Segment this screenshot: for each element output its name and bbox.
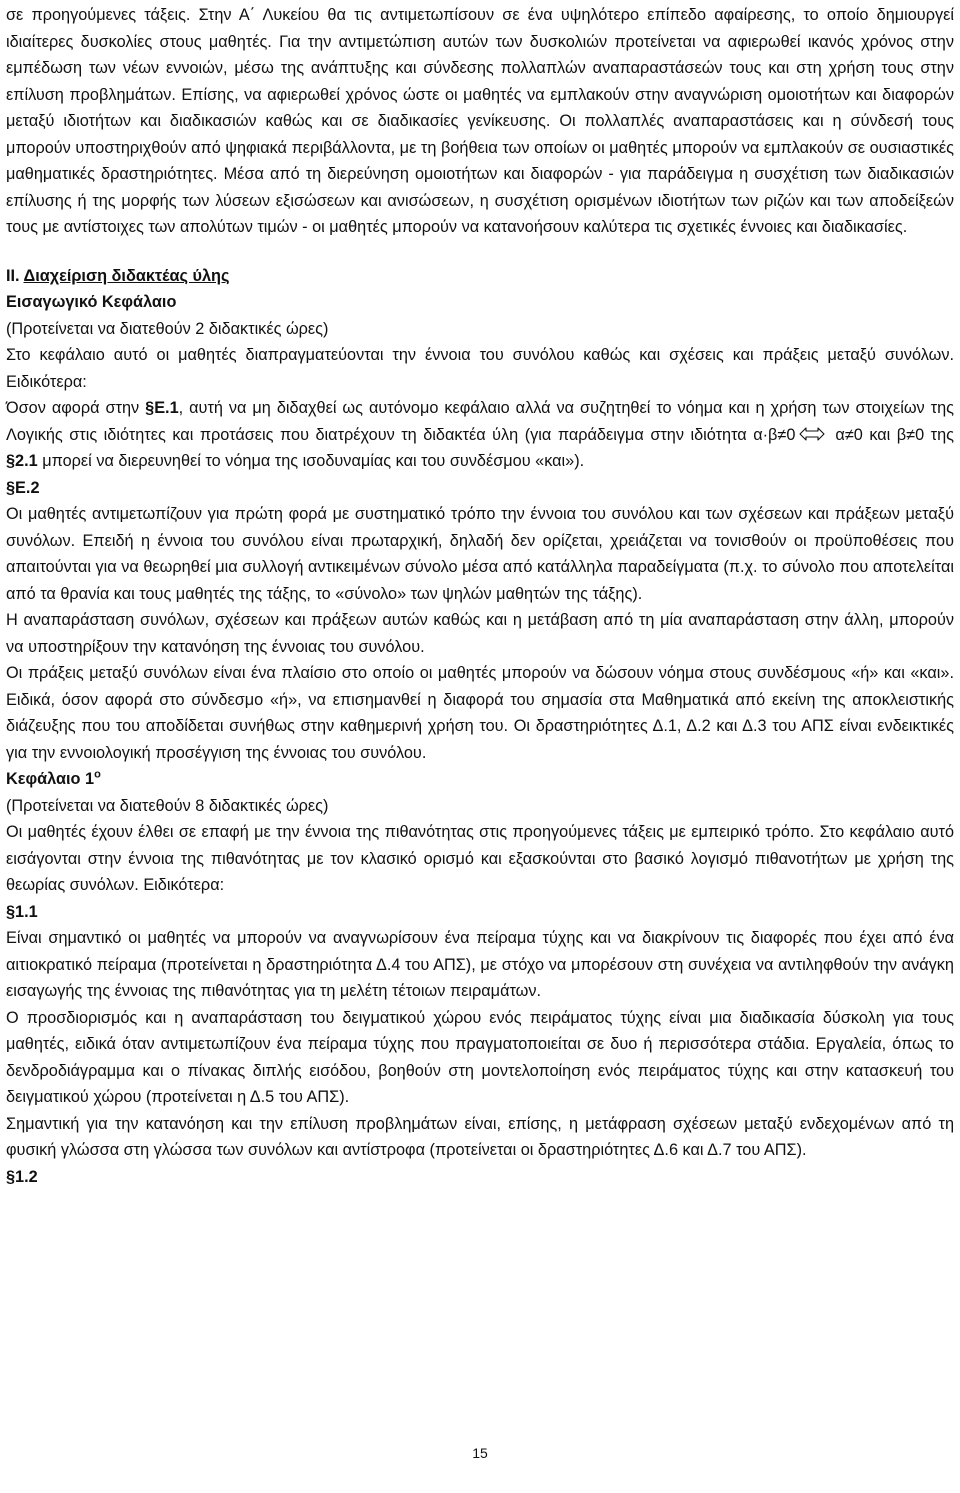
subsection-heading-1-2: §1.2	[6, 1167, 38, 1186]
chapter-1-paragraph-3: Ο προσδιορισμός και η αναπαράσταση του δειγματικού χώρου ενός πειράματος τύχης είναι μια διαδικασία δύσκολη για τους μαθητές, ειδικά όταν αντιμετωπίζουν ένα πείραμα τύχης που πραγματοποιείται σε δυο ή περισσότερα στάδια. Εργαλεία, όπως το δενδροδιάγραμμα και ο πίνακας διπλής εισόδου, βοηθούν στη μοντελοποίηση ενός πειράματος τύχης και στην κατασκευή του δειγματικού χώρου (προτείνεται η Δ.5 του ΑΠΣ).	[6, 1008, 954, 1106]
text-span: , αυτή να μη διδαχθεί ως αυτόνομο κεφάλαιο αλλά να συζητηθεί το νόημα και η χρήση των στοιχείων της Λογικής στις ιδιότητες και προτάσεις που διατρέχουν τη διδακτέα ύλη (για παράδειγμα στην ιδιότητα α·β≠0	[6, 399, 954, 444]
section-ref-2-1: §2.1	[6, 452, 38, 470]
chapter-1-paragraph-2: Είναι σημαντικό οι μαθητές να μπορούν να αναγνωρίσουν ένα πείραμα τύχης και να διακρίνουν τις διαφορές που έχει από ένα αιτιοκρατικό πείραμα (προτείνεται η δραστηριότητα Δ.4 του ΑΠΣ), με στόχο να μπορέσουν στη συνέχεια να αντιληφθούν την ανάγκη εισαγωγής της έννοιας της πιθανότητας για τη μελέτη τέτοιων πειραμάτων.	[6, 929, 954, 1000]
subsection-heading-e2: §Ε.2	[6, 478, 40, 497]
intro-chapter-paragraph-2	[6, 395, 954, 475]
chapter-1-title-text: Κεφάλαιο 1	[6, 770, 95, 788]
chapter-1-hours: (Προτείνεται να διατεθούν 8 διδακτικές ώρες)	[6, 796, 329, 815]
equivalence-arrow-icon	[799, 426, 825, 442]
intro-chapter-paragraph-3: Οι μαθητές αντιμετωπίζουν για πρώτη φορά με συστηματικό τρόπο την έννοια του συνόλου και των σχέσεων και πράξεων μεταξύ συνόλων. Επειδή η έννοια του συνόλου είναι πρωταρχική, δηλαδή δεν ορίζεται, χρειάζεται να τονισθούν οι προϋποθέσεις που απαιτούνται για να θεωρηθεί μια συλλογή αντικειμένων σύνολο μέσα από κατάλληλα παραδείγματα (π.χ. το σύνολο που αποτελείται από τα θρανία και τους μαθητές της τάξης, το «σύνολο» των ψηλών μαθητών της τάξης).	[6, 505, 954, 603]
section-ref-e1: §Ε.1	[145, 399, 179, 417]
intro-chapter-title: Εισαγωγικό Κεφάλαιο	[6, 293, 177, 311]
section-heading	[6, 263, 954, 290]
section-title: Διαχείριση διδακτέας ύλης	[23, 266, 230, 285]
intro-chapter-paragraph-4: Η αναπαράσταση συνόλων, σχέσεων και πράξεων αυτών καθώς και η μετάβαση από τη μία αναπαράσταση στην άλλη, μπορούν να υποστηρίξουν την κατανόηση της έννοιας του συνόλου.	[6, 611, 954, 656]
section-numeral: ΙΙ.	[6, 266, 20, 285]
intro-paragraph: σε προηγούμενες τάξεις. Στην Α΄ Λυκείου θα τις αντιμετωπίσουν σε ένα υψηλότερο επίπεδο αφαίρεσης, το οποίο δημιουργεί ιδιαίτερες δυσκολίες στους μαθητές. Για την αντιμετώπιση αυτών των δυσκολιών προτείνεται να αφιερωθεί ικανός χρόνος στην εμπέδωση των νέων εννοιών, μέσω της ανάπτυξης και σύνδεσης πολλαπλών αναπαραστάσεών τους και στη χρήση τους στην επίλυση προβλημάτων. Επίσης, να αφιερωθεί χρόνος ώστε οι μαθητές να εμπλακούν στην αναγνώριση ομοιοτήτων και διαφορών μεταξύ ιδιοτήτων και διαδικασιών καθώς και σε διαδικασίες γενίκευσης. Οι πολλαπλές αναπαραστάσεις και η σύνδεσή τους μπορούν υποστηριχθούν από ψηφιακά περιβάλλοντα, με τη βοήθεια των οποίων οι μαθητές μπορούν να εμπλακούν σε ουσιαστικές μαθηματικές δραστηριότητες. Μέσα από τη διερεύνηση ομοιοτήτων και διαφορών - για παράδειγμα η συσχέτιση των διαδικασιών επίλυσης ή της μορφής των λύσεων εξισώσεων και ανισώσεων, η συσχέτιση ορισμένων ιδιοτήτων των ριζών και των αποδείξεών τους με αντίστοιχες των απολύτων τιμών - οι μαθητές μπορούν να κατανοήσουν καλύτερα τις σχετικές έννοιες και διαδικασίες.	[6, 6, 954, 236]
chapter-1-paragraph-1: Οι μαθητές έχουν έλθει σε επαφή με την έννοια της πιθανότητας στις προηγούμενες τάξεις με εμπειρικό τρόπο. Στο κεφάλαιο αυτό εισάγονται στην έννοια της πιθανότητας με τον κλασικό ορισμό και εξασκούνται στο βασικό λογισμό πιθανοτήτων με χρήση της θεωρίας συνόλων. Ειδικότερα:	[6, 823, 954, 894]
spacer	[6, 241, 954, 263]
chapter-1-title	[6, 766, 954, 793]
text-span: μπορεί να διερευνηθεί το νόημα της ισοδυναμίας και του συνδέσμου «και»).	[37, 452, 585, 470]
subsection-heading-1-1: §1.1	[6, 902, 38, 921]
intro-chapter-paragraph-5: Οι πράξεις μεταξύ συνόλων είναι ένα πλαίσιο στο οποίο οι μαθητές μπορούν να δώσουν νόημα στους συνδέσμους «ή» και «και». Ειδικά, όσον αφορά στο σύνδεσμο «ή», να επισημανθεί η διαφορά του σημασία στα Μαθηματικά από εκείνη της αποκλειστικής διάζευξης που του αποδίδεται συνήθως στην καθημερινή χρήση του. Οι δραστηριότητες Δ.1, Δ.2 και Δ.3 του ΑΠΣ είναι ενδεικτικές για την εννοιολογική προσέγγιση της έννοιας του συνόλου.	[6, 664, 954, 762]
intro-chapter-paragraph-1: Στο κεφάλαιο αυτό οι μαθητές διαπραγματεύονται την έννοια του συνόλου καθώς και σχέσεις και πράξεις μεταξύ συνόλων. Ειδικότερα:	[6, 346, 954, 391]
intro-chapter-hours: (Προτείνεται να διατεθούν 2 διδακτικές ώρες)	[6, 319, 329, 338]
text-span: Όσον αφορά στην	[6, 399, 146, 417]
page-number: 15	[472, 1445, 488, 1461]
chapter-1-paragraph-4: Σημαντική για την κατανόηση και την επίλυση προβλημάτων είναι, επίσης, η μετάφραση σχέσεων μεταξύ ενδεχομένων από τη φυσική γλώσσα στη γλώσσα των συνόλων και αντίστροφα (προτείνεται οι δραστηριότητες Δ.6 και Δ.7 του ΑΠΣ).	[6, 1114, 954, 1159]
page-body	[6, 2, 954, 1190]
text-span: α≠0 και β≠0 της	[835, 425, 955, 444]
chapter-1-title-sup: ο	[94, 768, 101, 781]
